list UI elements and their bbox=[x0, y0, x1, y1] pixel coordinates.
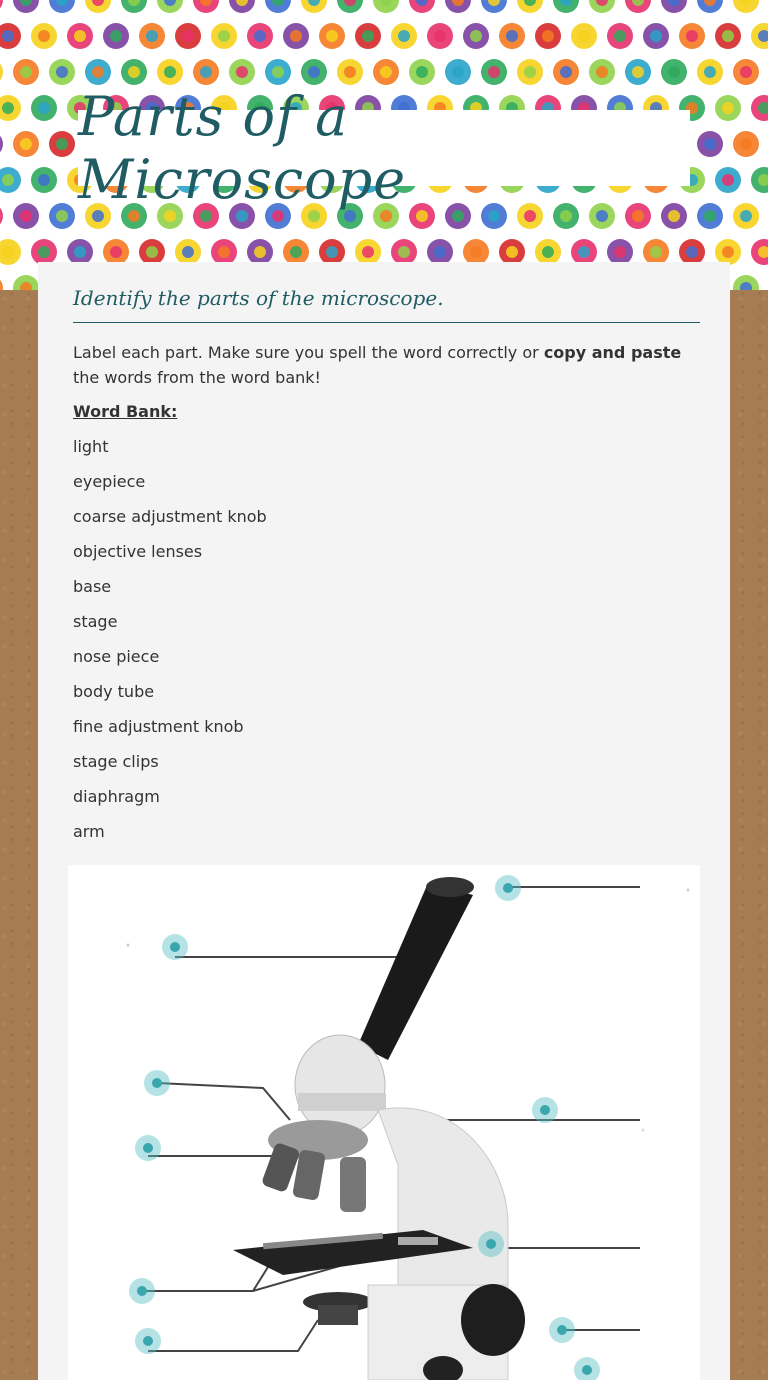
label-hotspot[interactable] bbox=[478, 1231, 504, 1257]
header-banner bbox=[0, 0, 768, 290]
microscope-diagram bbox=[68, 865, 700, 1380]
label-hotspot[interactable] bbox=[135, 1135, 161, 1161]
instructions-text bbox=[73, 340, 703, 390]
label-hotspot[interactable] bbox=[162, 934, 188, 960]
label-hotspot[interactable] bbox=[574, 1357, 600, 1380]
word-bank-item: objective lenses bbox=[73, 542, 203, 561]
label-hotspot[interactable] bbox=[129, 1278, 155, 1304]
word-bank-item: body tube bbox=[73, 682, 155, 701]
label-hotspot[interactable] bbox=[549, 1317, 575, 1343]
label-hotspot[interactable] bbox=[144, 1070, 170, 1096]
word-bank-item: fine adjustment knob bbox=[73, 717, 244, 736]
page-title: Parts of a Microscope bbox=[78, 85, 407, 211]
instructions-bold: copy and paste bbox=[543, 343, 682, 362]
word-bank-item: light bbox=[73, 437, 109, 456]
word-bank-item: diaphragm bbox=[73, 787, 160, 806]
label-hotspot[interactable] bbox=[532, 1097, 558, 1123]
label-hotspot[interactable] bbox=[495, 875, 521, 901]
instructions-plain: Label each part. Make sure you spell the word correctly or bbox=[73, 343, 544, 362]
worksheet-card bbox=[38, 262, 730, 1380]
title-box bbox=[78, 85, 690, 211]
word-bank-item: nose piece bbox=[73, 647, 160, 666]
word-bank-item: coarse adjustment knob bbox=[73, 507, 267, 526]
word-bank-list bbox=[73, 437, 267, 857]
word-bank-item: base bbox=[73, 577, 112, 596]
word-bank-item: eyepiece bbox=[73, 472, 146, 491]
word-bank-item: stage clips bbox=[73, 752, 159, 771]
word-bank-item: stage bbox=[73, 612, 118, 631]
label-hotspot[interactable] bbox=[135, 1328, 161, 1354]
word-bank-item: arm bbox=[73, 822, 105, 841]
worksheet-subtitle: Identify the parts of the microscope. bbox=[73, 286, 700, 323]
word-bank-title: Word Bank: bbox=[73, 402, 178, 421]
instructions-tail: the words from the word bank! bbox=[73, 368, 321, 387]
